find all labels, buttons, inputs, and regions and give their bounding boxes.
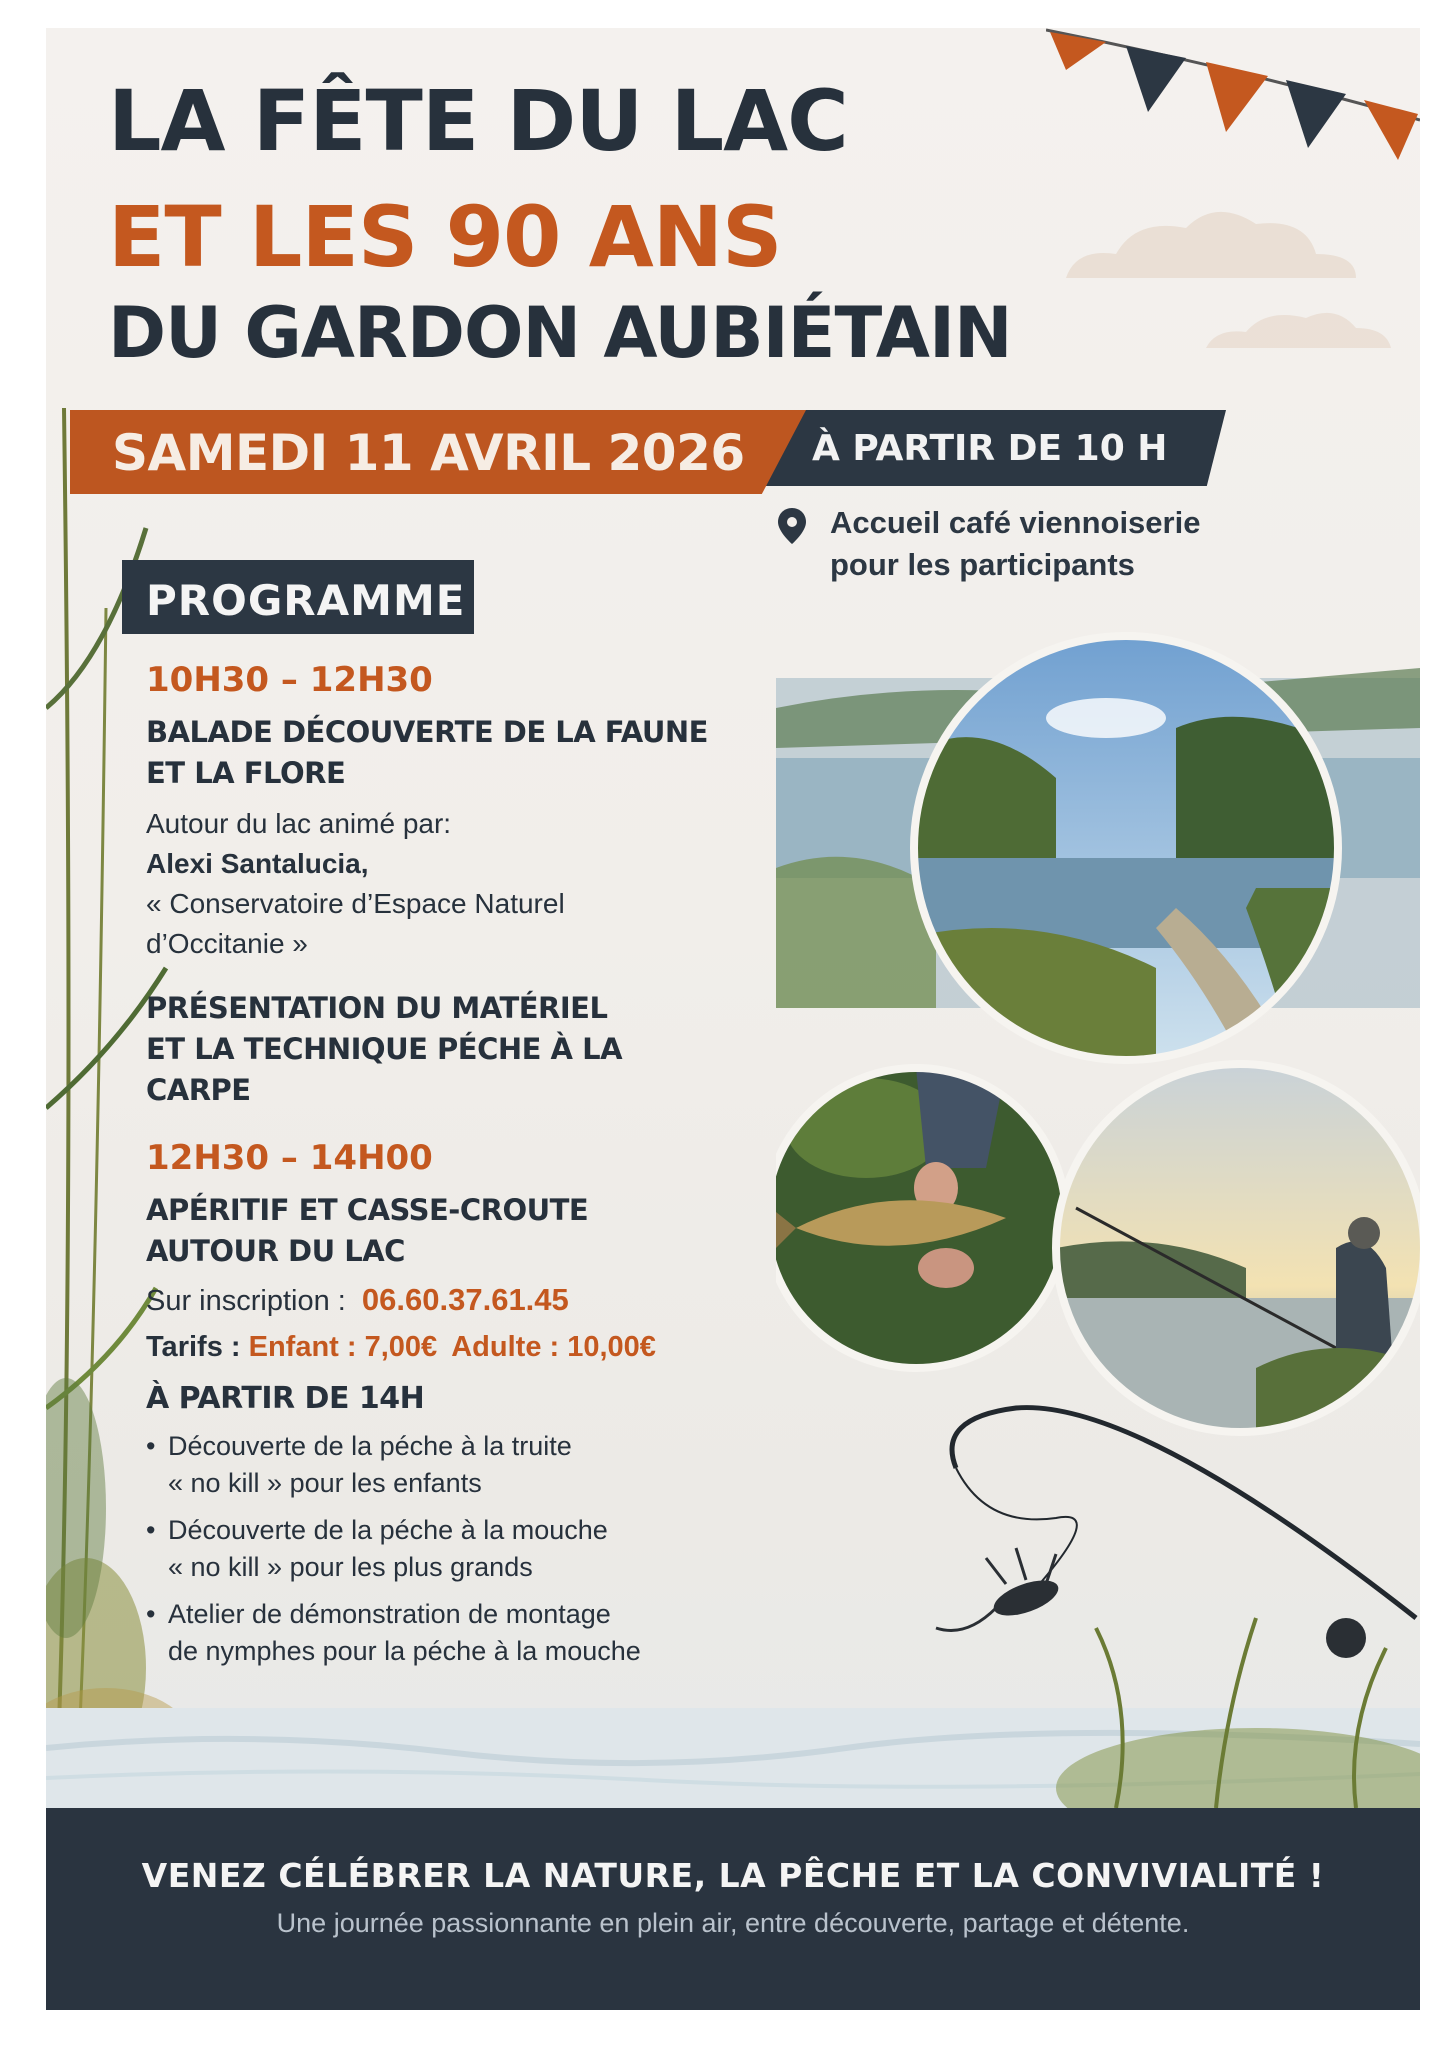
afternoon-activities-list — [146, 1428, 641, 1680]
signup-line — [146, 1280, 656, 1321]
prices-label: Tarifs : — [146, 1331, 241, 1363]
cloud-decoration — [1196, 288, 1396, 358]
list-item-line-2: de nymphes pour la péche à la mouche — [168, 1636, 641, 1666]
programme-label: PROGRAMME — [146, 576, 466, 625]
slot-2-time: 12H30 – 14H00 — [146, 1138, 433, 1178]
adult-price: Adulte : 10,00€ — [451, 1331, 656, 1363]
location-pin-icon — [778, 508, 806, 544]
bunting-decoration — [1046, 28, 1420, 188]
slot-1-activity-2-line-3: CARPE — [146, 1073, 251, 1107]
list-item-line-1: Découverte de la péche à la truite — [168, 1431, 572, 1461]
list-item-line-2: « no kill » pour les enfants — [168, 1468, 482, 1498]
footer-title: VENEZ CÉLÉBRER LA NATURE, LA PÊCHE ET LA CONVIVIALITÉ ! — [141, 1856, 1325, 1895]
photo-collage — [776, 608, 1420, 1488]
fly-lure-icon — [936, 1548, 1063, 1631]
start-time: À PARTIR DE 10 H — [812, 428, 1168, 469]
list-item-line-1: Découverte de la péche à la mouche — [168, 1515, 608, 1545]
prices-line — [146, 1327, 656, 1367]
slot-2-activity-line-2: AUTOUR DU LAC — [146, 1234, 405, 1268]
welcome-line-2: pour les participants — [830, 547, 1135, 582]
cloud-decoration — [1046, 188, 1366, 298]
slot-1 — [146, 660, 708, 1111]
slot-1-activity-1-line-2: ET LA FLORE — [146, 756, 346, 790]
child-price: Enfant : 7,00€ — [248, 1331, 438, 1363]
title-line-2: ET LES 90 ANS — [108, 188, 782, 286]
host-name: Alexi Santalucia, — [146, 848, 369, 879]
slot-2 — [146, 1138, 656, 1367]
title-line-1: LA FÊTE DU LAC — [108, 72, 848, 170]
footer-subtitle: Une journée passionnante en plein air, entre découverte, partage et détente. — [276, 1908, 1190, 1938]
signup-label: Sur inscription : — [146, 1285, 346, 1317]
slot-3-time-wrap — [146, 1378, 424, 1419]
slot-1-activity-2-line-2: ET LA TECHNIQUE PÉCHE À LA — [146, 1032, 623, 1066]
list-item-line-2: « no kill » pour les plus grands — [168, 1552, 533, 1582]
bullet-icon: • — [146, 1515, 156, 1545]
welcome-line-1: Accueil café viennoiserie — [830, 505, 1201, 540]
host-org-line-1: « Conservatoire d’Espace Naturel — [146, 888, 565, 919]
list-item — [146, 1596, 641, 1670]
signup-phone: 06.60.37.61.45 — [361, 1282, 569, 1317]
bullet-icon: • — [146, 1431, 156, 1461]
bullet-icon: • — [146, 1599, 156, 1629]
slot-1-time: 10H30 – 12H30 — [146, 660, 433, 700]
slot-1-activity-2-line-1: PRÉSENTATION DU MATÉRIEL — [146, 991, 608, 1025]
list-item — [146, 1512, 641, 1586]
fishing-rod-illustration — [876, 1388, 1420, 1688]
host-intro: Autour du lac animé par: — [146, 808, 452, 839]
list-item — [146, 1428, 641, 1502]
host-org-line-2: d’Occitanie » — [146, 928, 308, 959]
title-line-3: DU GARDON AUBIÉTAIN — [108, 292, 1012, 374]
slot-1-activity-1-line-1: BALADE DÉCOUVERTE DE LA FAUNE — [146, 715, 708, 749]
slot-2-activity-line-1: APÉRITIF ET CASSE-CROUTE — [146, 1193, 589, 1227]
list-item-line-1: Atelier de démonstration de montage — [168, 1599, 611, 1629]
event-date: SAMEDI 11 AVRIL 2026 — [112, 424, 745, 482]
event-poster — [46, 28, 1420, 2010]
slot-3-time: À PARTIR DE 14H — [146, 1381, 425, 1416]
welcome-note — [830, 502, 1200, 586]
